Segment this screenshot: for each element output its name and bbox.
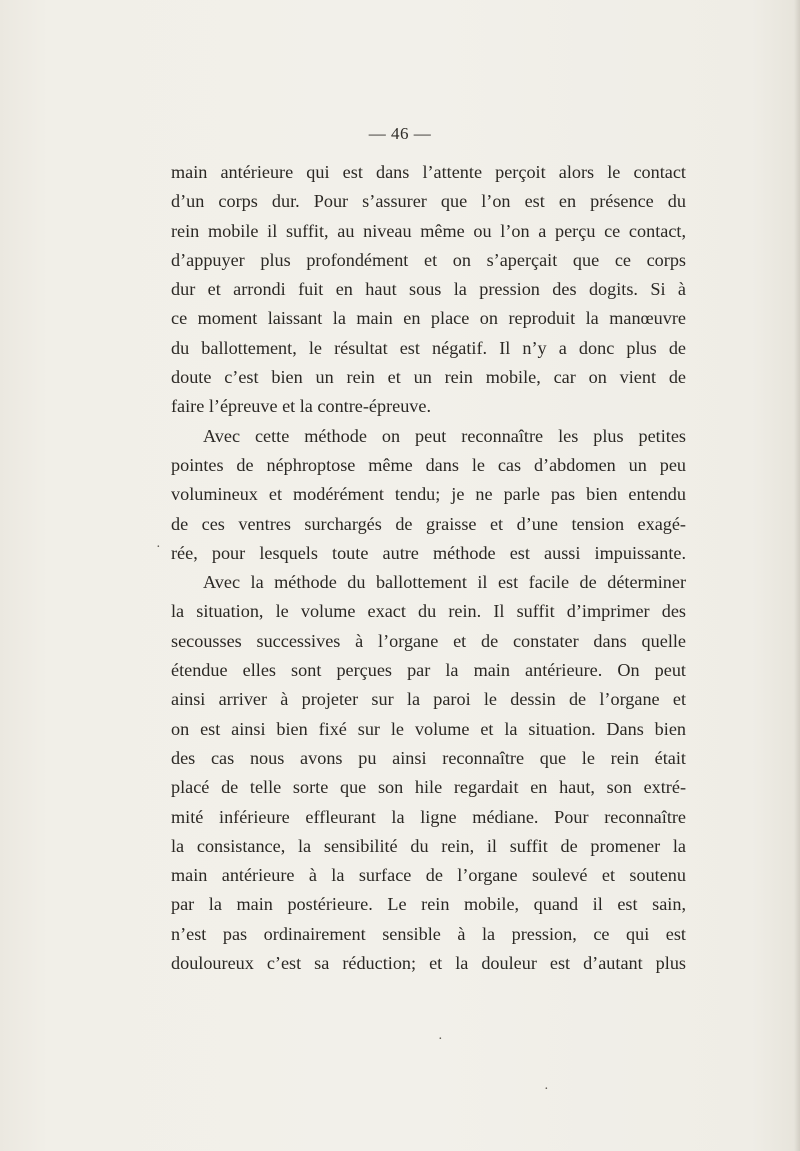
text-line: rée, pour lesquels toute autre méthode est aussi impuissante.: [171, 542, 686, 563]
text-line: la consistance, la sensibilité du rein, il suffit de promener la: [171, 835, 686, 856]
page-edge-shadow: [794, 0, 800, 1151]
text-line: des cas nous avons pu ainsi reconnaître que le rein était: [171, 747, 686, 768]
text-line: de ces ventres surchargés de graisse et d’une tension exagé-: [171, 513, 686, 534]
ink-speck: ·: [544, 1082, 549, 1097]
text-line: Avec cette méthode on peut reconnaître les plus petites: [203, 425, 686, 446]
text-line: faire l’épreuve et la contre-épreuve.: [171, 396, 432, 417]
text-line: d’un corps dur. Pour s’assurer que l’on est en présence du: [171, 191, 686, 212]
text-line: n’est pas ordinairement sensible à la pression, ce qui est: [171, 923, 686, 944]
text-line: la situation, le volume exact du rein. Il suffit d’imprimer des: [171, 601, 686, 622]
text-line: volumineux et modérément tendu; je ne parle pas bien entendu: [171, 484, 686, 505]
text-line: mité inférieure effleurant la ligne médiane. Pour reconnaître: [171, 806, 686, 827]
page-number: — 46 —: [368, 124, 432, 143]
ink-speck: ·: [438, 1032, 443, 1047]
text-line: main antérieure à la surface de l’organe soulevé et soutenu: [171, 865, 686, 886]
text-line: ce moment laissant la main en place on reproduit la manœuvre: [171, 308, 686, 329]
text-line: main antérieure qui est dans l’attente perçoit alors le contact: [171, 162, 686, 182]
text-line: ainsi arriver à projeter sur la paroi le dessin de l’organe et: [171, 689, 686, 710]
text-line: rein mobile il suffit, au niveau même ou l’on a perçu ce contact,: [171, 220, 686, 241]
text-line: on est ainsi bien fixé sur le volume et la situation. Dans bien: [171, 718, 686, 739]
text-line: doute c’est bien un rein et un rein mobile, car on vient de: [171, 367, 686, 388]
text-line: secousses successives à l’organe et de constater dans quelle: [171, 630, 686, 651]
text-line: douloureux c’est sa réduction; et la douleur est d’autant plus: [171, 953, 686, 974]
text-line: dur et arrondi fuit en haut sous la pression des dogits. Si à: [171, 279, 686, 300]
body-text: [171, 158, 686, 978]
text-line: pointes de néphroptose même dans le cas d’abdomen un peu: [171, 454, 686, 475]
ink-speck: ·: [156, 540, 161, 555]
text-line: du ballottement, le résultat est négatif. Il n’y a donc plus de: [171, 337, 686, 358]
text-line: par la main postérieure. Le rein mobile, quand il est sain,: [171, 894, 686, 915]
text-line: d’appuyer plus profondément et on s’aperçait que ce corps: [171, 249, 686, 270]
text-line: étendue elles sont perçues par la main antérieure. On peut: [171, 660, 686, 681]
text-line: placé de telle sorte que son hile regardait en haut, son extré-: [171, 777, 686, 798]
text-line: Avec la méthode du ballottement il est facile de déterminer: [203, 572, 686, 593]
